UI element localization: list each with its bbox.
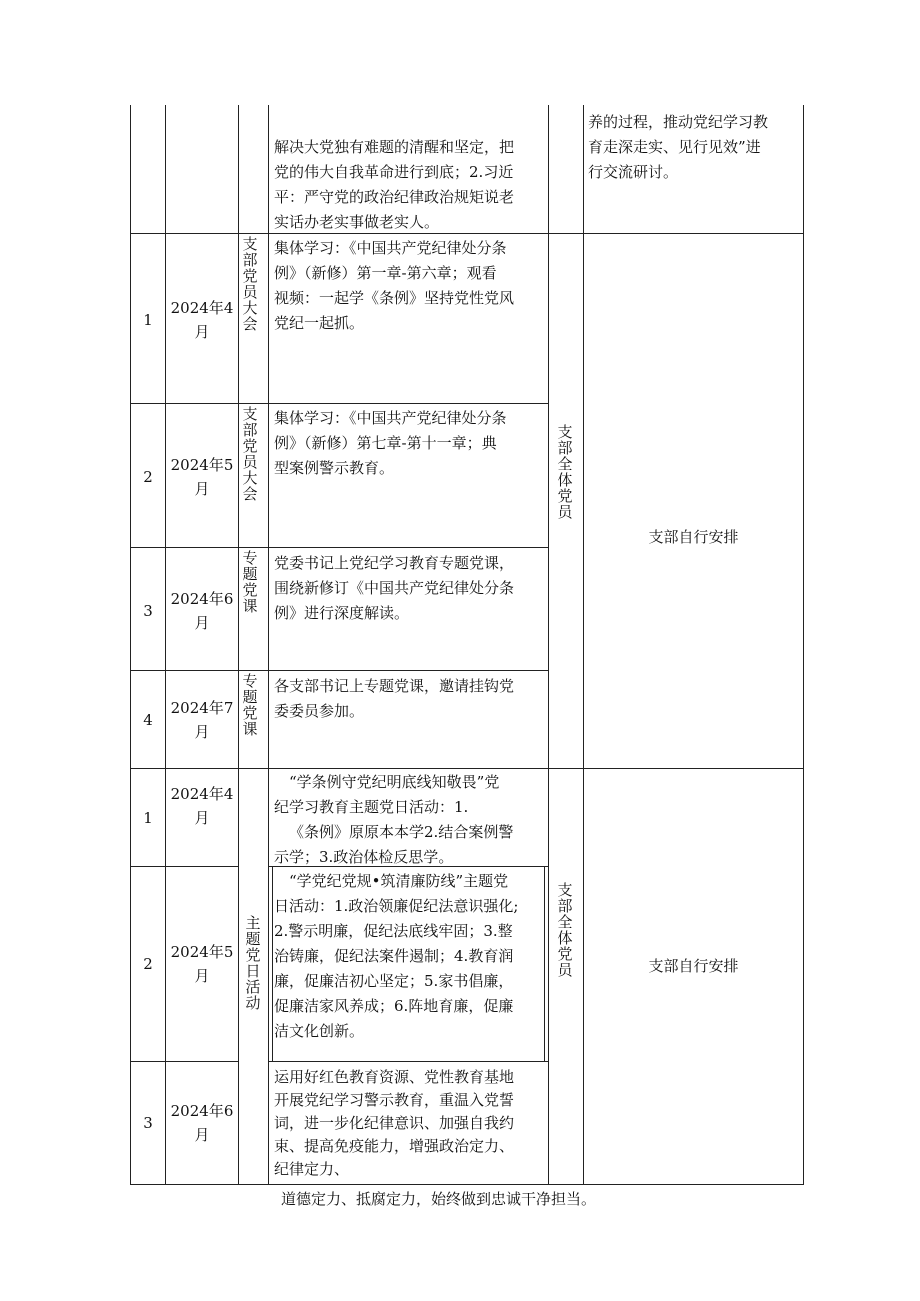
date-cell: 2024年7	[170, 699, 234, 717]
date-cell: 月	[194, 809, 210, 827]
date-cell: 2024年5	[170, 943, 234, 961]
row-line	[130, 768, 804, 769]
content-line: 治铸廉，促纪法案件遏制；4.教育润	[274, 947, 514, 965]
content-line: 实话办老实事做老实人。	[274, 213, 440, 231]
content-line: 束、提高免疫能力，增强政治定力、	[274, 1137, 515, 1155]
content-line: 《条例》原原本本学2.结合案例警	[289, 823, 514, 841]
content-line: 纪学习教育主题党日活动：1.	[274, 798, 469, 816]
col-line	[548, 105, 549, 1185]
col-line	[130, 105, 131, 1185]
participants-cell: 支部全体党员	[557, 881, 573, 979]
goal-line: 养的过程，推动党纪学习教	[588, 113, 769, 131]
date-cell: 2024年4	[170, 299, 234, 317]
row-line	[130, 403, 548, 404]
date-cell: 月	[194, 967, 210, 985]
row-line	[130, 866, 238, 867]
arrangement-cell: 支部自行安排	[648, 528, 739, 546]
row-line	[130, 233, 804, 234]
activity-form: 专题党课	[242, 672, 258, 738]
row-line	[130, 547, 548, 548]
activity-form: 支部党员大会	[242, 235, 258, 333]
row-number: 3	[143, 1114, 153, 1132]
content-line: 示学；3.政治体检反思学。	[274, 848, 454, 866]
content-line: 围绕新修订《中国共产党纪律处分条	[274, 579, 515, 597]
arrangement-cell: 支部自行安排	[648, 957, 739, 975]
content-line: 纪律定力、	[274, 1160, 350, 1178]
col-line	[544, 866, 545, 1062]
row-number: 2	[143, 955, 153, 973]
content-line: 例》（新修）第七章-第十一章；典	[274, 434, 497, 452]
content-line: 洁文化创新。	[274, 1022, 365, 1040]
row-line	[130, 1061, 238, 1062]
row-line	[268, 1061, 548, 1062]
col-line	[803, 105, 804, 1185]
content-line: “学党纪党规•筑清廉防线”主题党	[289, 872, 509, 890]
col-line	[165, 105, 166, 1185]
participants-cell: 支部全体党员	[557, 423, 573, 521]
date-cell: 月	[194, 723, 210, 741]
date-cell: 2024年6	[170, 1102, 234, 1120]
row-line	[130, 1184, 804, 1185]
row-number: 4	[143, 711, 153, 729]
content-line: 运用好红色教育资源、党性教育基地	[274, 1068, 515, 1086]
goal-line: 行交流研讨。	[588, 163, 679, 181]
content-line: 词，进一步化纪律意识、加强自我约	[274, 1114, 515, 1132]
col-line	[272, 866, 273, 1062]
content-line: “学条例守党纪明底线知敬畏”党	[289, 773, 500, 791]
row-number: 2	[143, 468, 153, 486]
content-line: 集体学习：《中国共产党纪律处分条	[274, 409, 507, 427]
content-line: 平：严守党的政治纪律政治规矩说老	[274, 188, 515, 206]
date-cell: 月	[194, 323, 210, 341]
content-line: 例》（新修）第一章-第六章；观看	[274, 264, 497, 282]
row-line	[130, 670, 548, 671]
row-number: 1	[143, 809, 153, 827]
col-line	[268, 105, 269, 1185]
date-cell: 2024年6	[170, 590, 234, 608]
content-line: 型案例警示教育。	[274, 459, 395, 477]
activity-form: 专题党课	[242, 549, 258, 615]
date-cell: 月	[194, 480, 210, 498]
content-line: 党委书记上党纪学习教育专题党课，	[274, 554, 515, 572]
content-line: 委委员参加。	[274, 702, 365, 720]
date-cell: 月	[194, 1126, 210, 1144]
activity-form: 主题党日活动	[245, 914, 261, 1012]
content-line: 廉，促廉洁初心坚定；5.家书倡廉，	[274, 972, 514, 990]
goal-line: 育走深走实、见行见效”进	[588, 138, 761, 156]
content-line: 视频：一起学《条例》坚持党性党风	[274, 289, 515, 307]
content-line: 集体学习：《中国共产党纪律处分条	[274, 239, 507, 257]
content-line: 解决大党独有难题的清醒和坚定，把	[274, 138, 515, 156]
date-cell: 月	[194, 614, 210, 632]
row-number: 3	[143, 602, 153, 620]
content-line: 2.警示明廉，促纪法底线牢固；3.整	[274, 922, 513, 940]
continued-footer-text: 道德定力、抵腐定力，始终做到忠诚干净担当。	[281, 1190, 597, 1208]
content-line: 开展党纪学习警示教育，重温入党誓	[274, 1091, 515, 1109]
content-line: 促廉洁家风养成；6.阵地育廉，促廉	[274, 997, 514, 1015]
content-line: 党的伟大自我革命进行到底；2.习近	[274, 163, 514, 181]
content-line: 日活动：1.政治领廉促纪法意识强化;	[274, 897, 519, 915]
date-cell: 2024年5	[170, 456, 234, 474]
col-line	[238, 105, 239, 1185]
content-line: 各支部书记上专题党课，邀请挂钩党	[274, 677, 515, 695]
row-number: 1	[143, 311, 153, 329]
activity-form: 支部党员大会	[242, 405, 258, 503]
content-line: 党纪一起抓。	[274, 314, 365, 332]
col-line	[583, 105, 584, 1185]
content-line: 例》进行深度解读。	[274, 604, 410, 622]
date-cell: 2024年4	[170, 785, 234, 803]
